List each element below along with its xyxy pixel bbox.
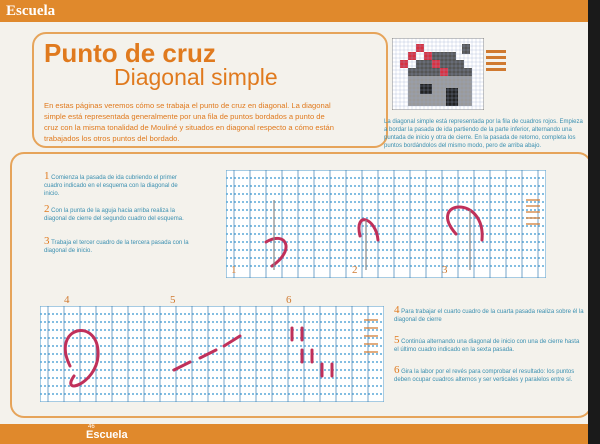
house-chart-icon [392,38,484,110]
step-4: 4 Para trabajar el cuarto cuadro de la cuarta pasada realiza sobre él la diagonal de cierre [394,304,584,323]
page-title: Punto de cruz [44,38,216,68]
figure-number-5: 5 [170,294,176,306]
figure-number-2: 2 [352,264,358,276]
fabric-swatch-upper [226,170,546,278]
figure-number-3: 3 [442,264,448,276]
figure-number-6: 6 [286,294,292,306]
figure-number-1: 1 [231,264,237,276]
step-5: 5 Continúa alternando una diagonal de inicio con una de cierre hasta el último cuadro indicado en la sexta pasada. [394,334,580,353]
header-bar [0,0,600,22]
house-legend-icon [486,50,510,78]
figure-number-4: 4 [64,294,70,306]
page-subtitle: Diagonal simple [114,64,278,90]
step-2: 2 Con la punta de la aguja hacia arriba realiza la diagonal de cierre del segundo cuadro del esquema. [44,203,184,222]
step-1: 1 Comienza la pasada de ida cubriendo el primer cuadro indicado en el esquema con la diagonal de inicio. [44,170,178,197]
footer-bar [0,424,600,444]
step-6: 6 Gira la labor por el revés para comprobar el resultado: los puntos deben ocupar cuadros alternos y ser verticales y paralelos entre sí. [394,364,575,383]
page-number: 46 [88,424,95,430]
step-3: 3 Trabaja el tercer cuadro de la tercera pasada con la diagonal de inicio. [44,235,189,254]
intro-text: En estas páginas veremos cómo se trabaja el punto de cruz en diagonal. La diagonal simple está representada generalmente por una fila de puntos bordados a punto de cruz con la misma tonalidad de Mouliné y situados en diagonal respecto a cómo están trabajados los otros puntos del bordado. [44,101,334,143]
footer-section-label: Escuela [86,429,128,441]
section-label: Escuela [6,3,56,19]
fabric-swatch-lower [40,306,384,402]
scan-edge [588,0,600,444]
chart-caption: La diagonal simple está representada por la fila de cuadros rojos. Empieza a bordar la pasada de ida partiendo de la parte inferior, alternando una puntada de inicio y otra de cierre. En la pasada de retorno, completa los puntos bordándolos del mismo modo, pero de arriba abajo. [384,119,583,149]
